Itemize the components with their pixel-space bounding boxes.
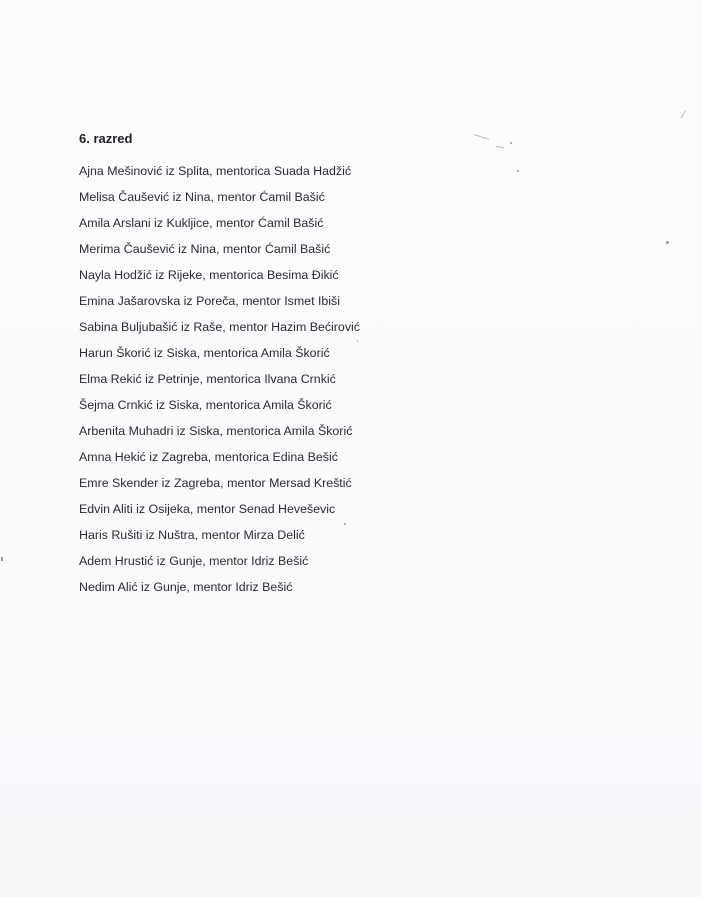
scan-speck: [344, 523, 346, 525]
list-item: Sabina Buljubašić iz Raše, mentor Hazim Bećirović: [79, 320, 360, 334]
list-item: Emre Skender iz Zagreba, mentor Mersad Kreštić: [79, 476, 352, 490]
student-list: [79, 158, 360, 600]
list-item: Nedim Alić iz Gunje, mentor Idriz Bešić: [79, 580, 293, 594]
scan-mark: [681, 110, 686, 118]
list-item: Arbenita Muhadri iz Siska, mentorica Amila Škorić: [79, 424, 353, 438]
list-item: Šejma Crnkić iz Siska, mentorica Amila Škorić: [79, 398, 332, 412]
section-heading: 6. razred: [79, 131, 133, 146]
scan-mark: [474, 134, 490, 140]
list-item: Harun Škorić iz Siska, mentorica Amila Škorić: [79, 346, 330, 360]
scan-speck: [666, 241, 669, 244]
list-item: Amila Arslani iz Kukljice, mentor Ćamil Bašić: [79, 216, 324, 230]
list-item: Nayla Hodžić iz Rijeke, mentorica Besima Đikić: [79, 268, 339, 282]
list-item: Merima Čaušević iz Nina, mentor Ćamil Bašić: [79, 242, 331, 256]
list-item: Amna Hekić iz Zagreba, mentorica Edina Bešić: [79, 450, 338, 464]
scan-speck: [1, 557, 3, 561]
list-item: Emina Jašarovska iz Poreča, mentor Ismet Ibiši: [79, 294, 340, 308]
scan-speck: [510, 142, 512, 144]
list-item: Edvin Aliti iz Osijeka, mentor Senad Heveševic: [79, 502, 336, 516]
scan-mark: [496, 146, 504, 148]
list-item: Haris Rušiti iz Nuštra, mentor Mirza Delić: [79, 528, 305, 542]
list-item: Ajna Mešinović iz Splita, mentorica Suada Hadžić: [79, 164, 352, 178]
list-item: Adem Hrustić iz Gunje, mentor Idriz Bešić: [79, 554, 309, 568]
scan-speck: [357, 340, 358, 342]
list-item: Melisa Čaušević iz Nina, mentor Ćamil Bašić: [79, 190, 325, 204]
list-item: Elma Rekić iz Petrinje, mentorica Ilvana Crnkić: [79, 372, 336, 386]
scan-speck: [517, 170, 519, 172]
